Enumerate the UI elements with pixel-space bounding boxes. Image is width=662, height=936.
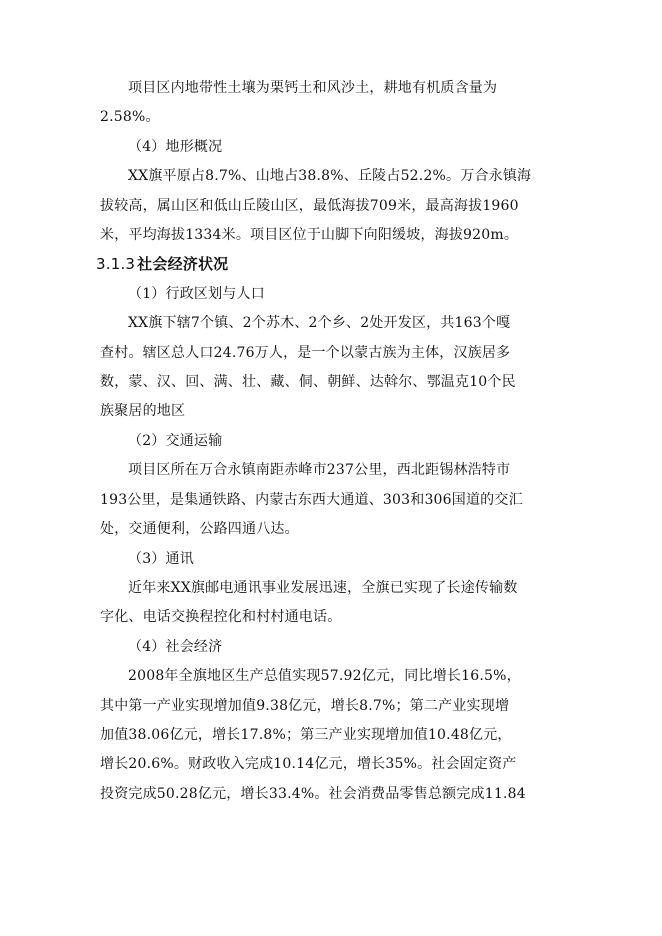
terrain-line-1: XX旗平原占8.7%、山地占38.8%、丘陵占52.2%。万合永镇海 <box>128 168 532 185</box>
section-heading <box>96 250 562 279</box>
transport-line-2: 193公里，是集通铁路、内蒙古东西大通道、303和306国道的交汇 <box>100 491 523 508</box>
economy-line-5: 投资完成50.28亿元，增长33.4%。社会消费品零售总额完成11.84 <box>100 785 526 802</box>
soil-line-1: 项目区内地带性土壤为栗钙土和风沙土，耕地有机质含量为 <box>128 80 498 96</box>
economy-line-4: 增长20.6%。财政收入完成10.14亿元，增长35%。社会固定资产 <box>100 756 517 773</box>
economy-line-1: 2008年全旗地区生产总值实现57.92亿元，同比增长16.5%， <box>128 668 521 685</box>
section-title: 社会经济状况 <box>137 255 229 274</box>
admin-line-1: XX旗下辖7个镇、2个苏木、2个乡、2处开发区，共163个嘎 <box>128 315 511 332</box>
economy-line-2: 其中第一产业实现增加值9.38亿元，增长8.7%；第二产业实现增 <box>100 697 510 714</box>
telecom-line-2: 字化、电话交换程控化和村村通电话。 <box>100 609 342 626</box>
transport-subheading: （2）交通运输 <box>128 432 223 449</box>
economy-line-3: 加值38.06亿元，增长17.8%；第三产业实现增加值10.48亿元， <box>100 726 512 743</box>
soil-line-2: 2.58%。 <box>100 109 160 126</box>
transport-line-1: 项目区所在万合永镇南距赤峰市237公里，西北距锡林浩特市 <box>128 462 511 479</box>
admin-line-4: 族聚居的地区 <box>100 403 186 420</box>
transport-line-3: 处，交通便利，公路四通八达。 <box>100 521 299 538</box>
terrain-line-2: 拔较高，属山区和低山丘陵山区，最低海拔709米，最高海拔1960 <box>100 197 519 214</box>
admin-line-3: 数，蒙、汉、回、满、壮、藏、侗、朝鲜、达斡尔、鄂温克10个民 <box>100 374 516 391</box>
terrain-line-3: 米，平均海拔1334米。项目区位于山脚下向阳缓坡，海拔920m。 <box>100 227 519 244</box>
admin-subheading: （1）行政区划与人口 <box>128 285 265 302</box>
admin-line-2: 查村。辖区总人口24.76万人，是一个以蒙古族为主体，汉族居多 <box>100 344 511 361</box>
telecom-subheading: （3）通讯 <box>128 550 194 567</box>
terrain-subheading: （4）地形概况 <box>128 138 223 155</box>
section-number: 3.1.3 <box>96 255 136 274</box>
page-body <box>96 74 562 809</box>
telecom-line-1: 近年来XX旗邮电通讯事业发展迅速，全旗已实现了长途传输数 <box>128 579 518 596</box>
economy-subheading: （4）社会经济 <box>128 638 223 655</box>
